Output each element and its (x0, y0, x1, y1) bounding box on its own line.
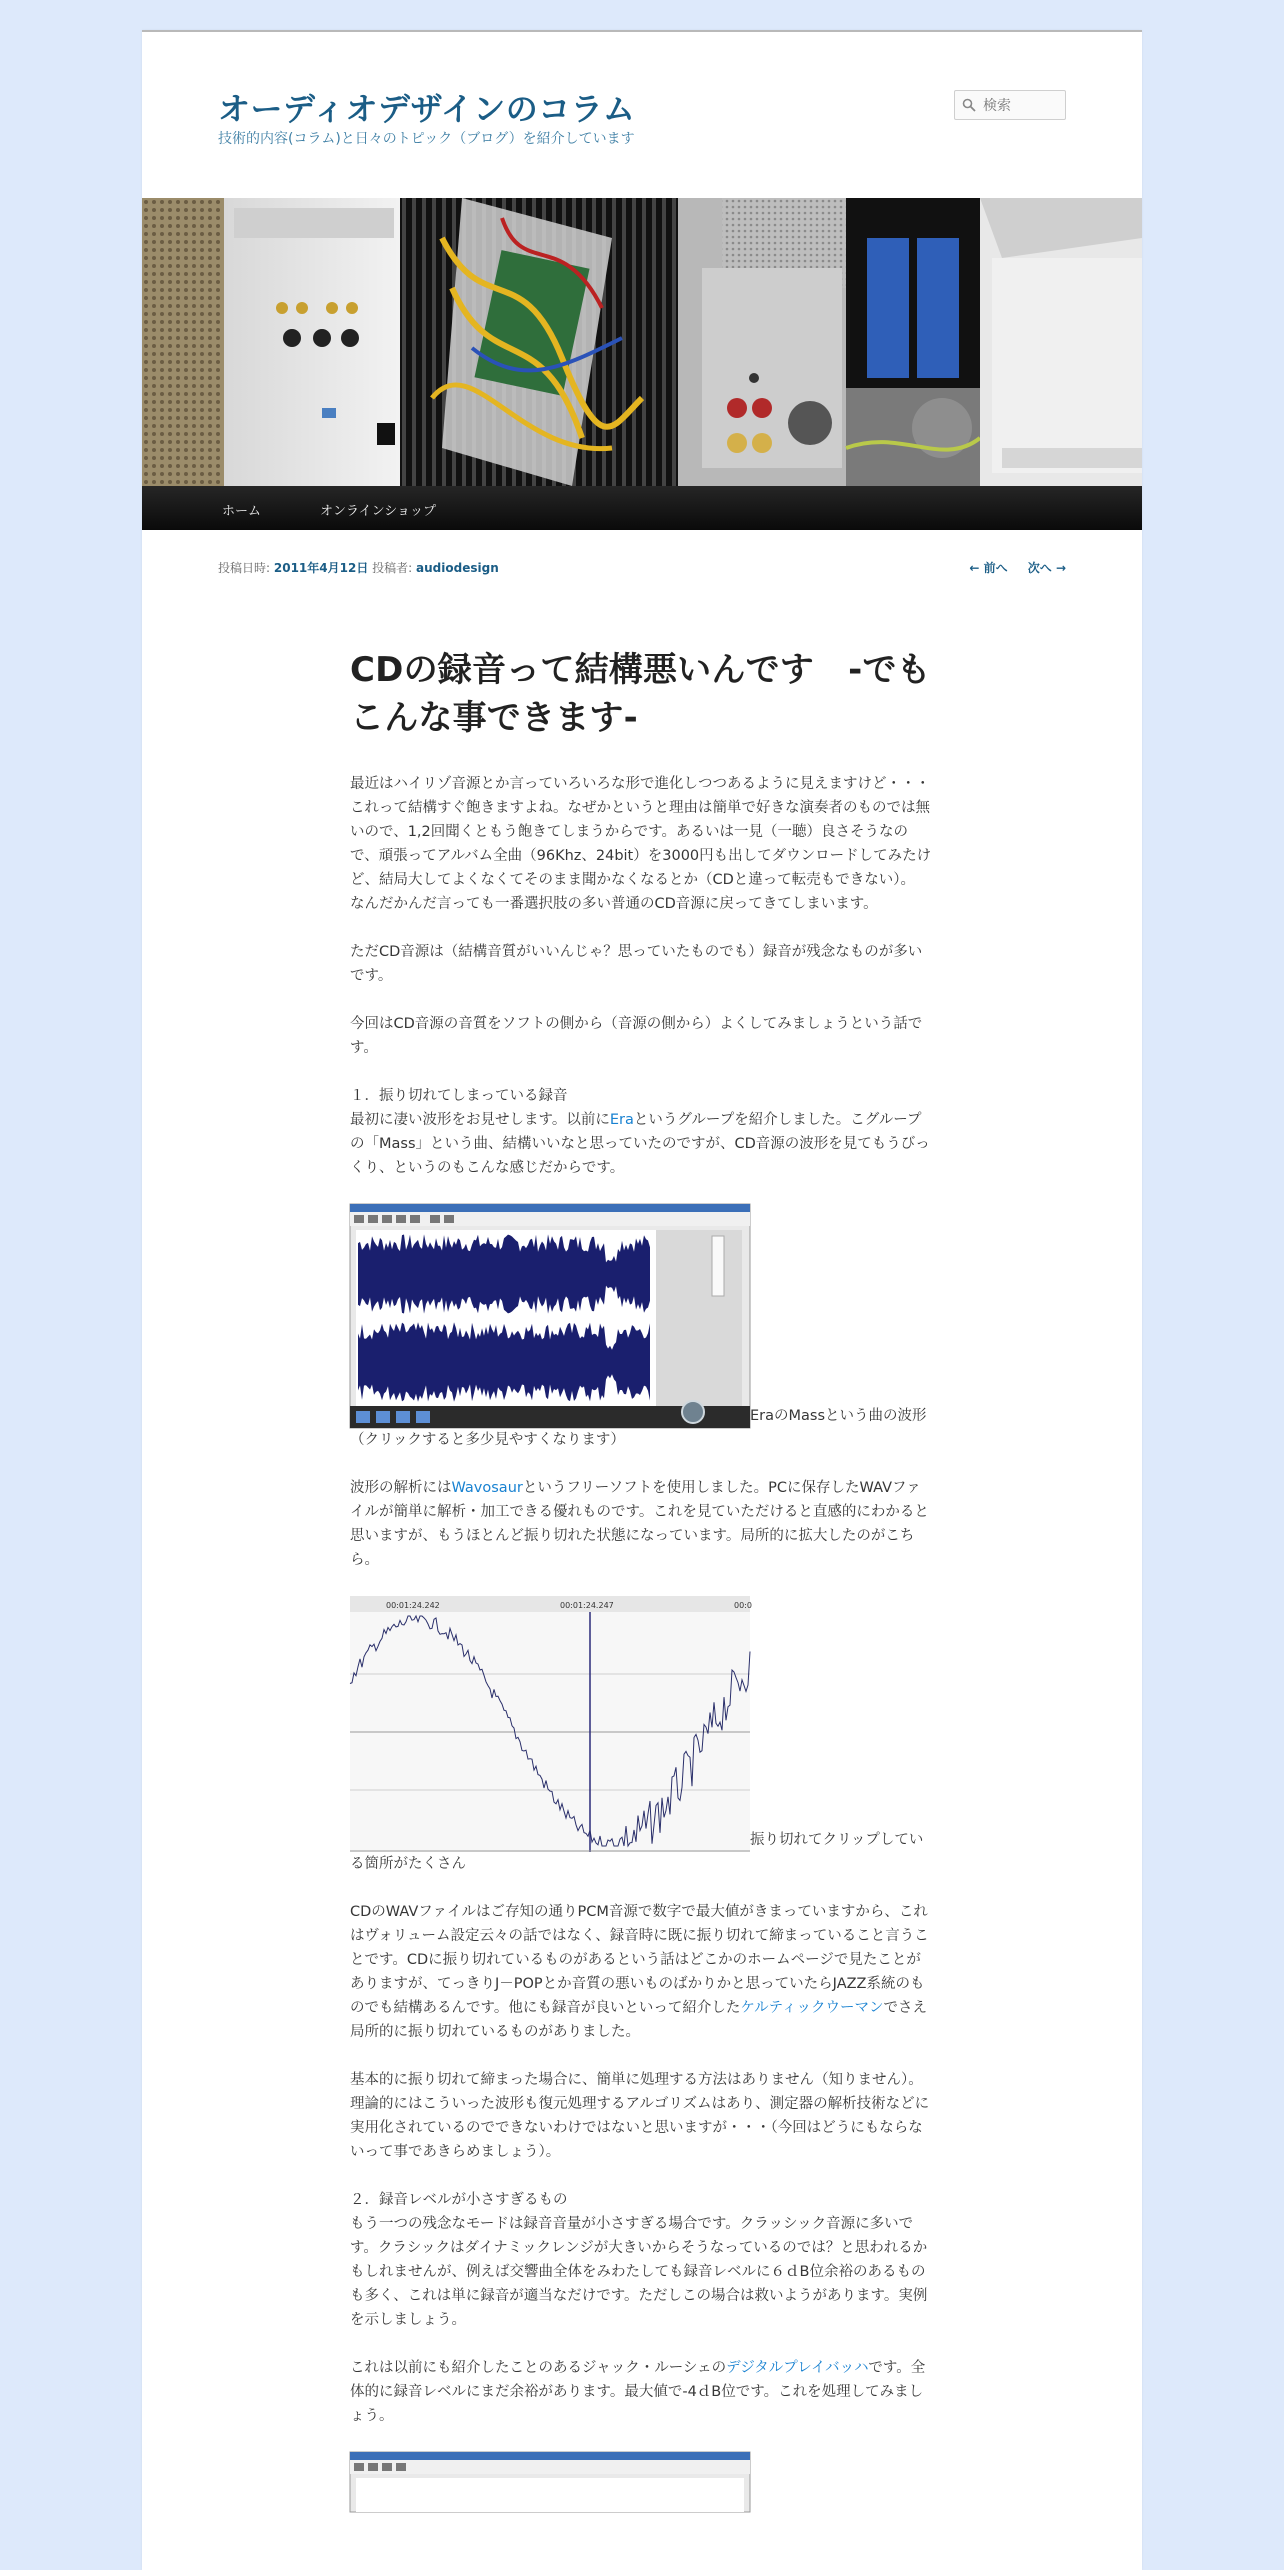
page (142, 30, 1142, 2570)
search-input[interactable] (981, 96, 1065, 116)
paragraph-cd-quality: ただCD音源は（結構音質がいいんじゃ？思っていたものでも）録音が残念なものが多いです。 (350, 944, 923, 984)
nav-item-home[interactable]: ホーム (222, 504, 262, 519)
next-post-link[interactable]: 次へ → (1027, 561, 1066, 575)
figure-2 (350, 1596, 934, 1876)
section-1: １．振り切れてしまっている録音 最初に凄い波形をお見せします。以前にEraというグループを紹介しました。こグループの「Mass」という曲、結構いいなと思っていたのですが、CD音源の波形を見てもうびっくり、というのもこんな感じだからです。 (350, 1088, 930, 1176)
figure-2-caption: 振り切れてクリップしている箇所がたくさん (350, 1832, 924, 1872)
prev-post-link[interactable]: ← 前へ (969, 561, 1008, 575)
fig2-tick-2: 00:01:24.247 (560, 1601, 614, 1610)
site-description: 技術的内容(コラム)と日々のトピック（ブログ）を紹介しています (218, 131, 635, 147)
search-box[interactable] (954, 90, 1066, 120)
search-icon (962, 98, 976, 112)
paragraph-pcm-clipping: CDのWAVファイルはご存知の通りPCM音源で数字で最大値がきまっていますから、これはヴォリューム設定云々の話ではなく、録音時に既に振り切れて締まっていること言うことです。CDに振り切れているものがあるという話はどこかのホームページで見たことがありますが、てっきりJ－POPとか音質の悪いものばかりかと思っていたらJAZZ系統のものでも結構あるんです。他にも録音が良いといって紹介したケルティックウーマンでさえ局所的に振り切れているものがありました。 (350, 1904, 929, 2040)
section-2: ２．録音レベルが小さすぎるもの もう一つの残念なモードは録音音量が小さすぎる場合です。クラッシック音源に多いです。クラシックはダイナミックレンジが大きいからそうなっているのでは？と思われるかもしれませんが、例えば交響曲全体をみわたしても録音レベルに６ｄB位余裕のあるものも多く、これは単に録音が適当なだけです。ただしこの場合は救いようがあります。実例を示しましょう。 (350, 2192, 928, 2328)
main-navigation (142, 486, 1142, 530)
post-date-link[interactable]: 2011年4月12日 (273, 561, 369, 575)
section-2-heading: ２．録音レベルが小さすぎるもの (350, 2192, 568, 2208)
post-date-label: 投稿日時: (218, 561, 271, 575)
paragraph-no-fix: 基本的に振り切れて締まった場合に、簡単に処理する方法はありません（知りません）。理論的にはこういった波形も復元処理するアルゴリズムはあり、測定器の解析技術などに実用化されているのでできないわけではないと思いますが・・・（今回はどうにもならないって事であきらめましょう）。 (350, 2072, 930, 2160)
waveform-screenshot-3[interactable] (350, 2452, 750, 2512)
paragraph-wavosaur: 波形の解析にはWavosaurというフリーソフトを使用しました。PCに保存したWAVファイルが簡単に解析・加工できる優れものです。これを見ていただけると直感的にわかると思いますが、もうほとんど振り切れた状態になっています。局所的に拡大したのがこちら。 (350, 1480, 929, 1568)
paragraph-loussier: これは以前にも紹介したことのあるジャック・ルーシェのデジタルプレイバッハです。全体的に録音レベルにまだ余裕があります。最大値で-4ｄB位です。これを処理してみましょう。 (350, 2360, 926, 2424)
fig2-tick-1: 00:01:24.242 (386, 1601, 440, 1610)
site-title[interactable]: オーディオデザインのコラム (218, 90, 636, 128)
figure-1-caption: EraのMassという曲の波形（クリックすると多少見やすくなります） (350, 1408, 927, 1448)
fig2-tick-3: 00:0 (734, 1601, 752, 1610)
section-1-heading: １．振り切れてしまっている録音 (350, 1088, 568, 1104)
entry-content (350, 646, 934, 2512)
celtic-woman-link[interactable]: ケルティックウーマン (740, 2000, 884, 2016)
wavosaur-link[interactable]: Wavosaur (451, 1480, 523, 1496)
clipping-zoom-waveform[interactable] (350, 1596, 750, 1852)
digital-play-bach-link[interactable]: デジタルプレイバッハ (726, 2360, 869, 2376)
era-mass-waveform-screenshot[interactable] (350, 1204, 750, 1428)
nav-item-online-shop[interactable]: オンラインショップ (320, 504, 437, 519)
post-navigation (953, 559, 1066, 576)
post-author-label: 投稿者: (372, 561, 413, 575)
post-meta (218, 559, 499, 576)
paragraph-intro: 最近はハイリゾ音源とか言っていろいろな形で進化しつつあるように見えますけど・・・これって結構すぐ飽きますよね。なぜかというと理由は簡単で好きな演奏者のものでは無いので、1,2回聞くともう飽きてしまうからです。あるいは一見（一聴）良さそうなので、頑張ってアルバム全曲（96Khz、24bit）を3000円も出してダウンロードしてみたけど、結局大してよくなくてそのまま聞かなくなるとか（CDと違って転売もできない）。 なんだかんだ言っても一番選択肢の多い普通のCD音源に戻ってきてしまいます。 (350, 776, 932, 912)
entry-title: CDの録音って結構悪いんです -でもこんな事できます- (350, 650, 931, 738)
header-banner-image (142, 198, 1142, 486)
post-author-link[interactable]: audiodesign (416, 561, 499, 575)
figure-1 (350, 1204, 934, 1452)
era-link[interactable]: Era (609, 1112, 634, 1128)
paragraph-purpose: 今回はCD音源の音質をソフトの側から（音源の側から）よくしてみましょうという話です。 (350, 1016, 923, 1056)
